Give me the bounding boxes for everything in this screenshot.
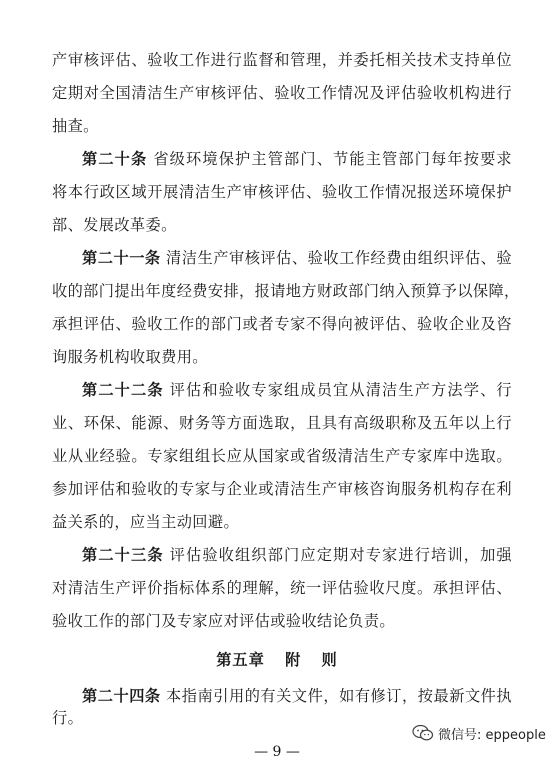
article-22-title: 第二十二条 (82, 381, 164, 399)
article-20-title: 第二十条 (82, 150, 148, 168)
article-21-line-3: 承担评估、验收工作的部门或者专家不得向被评估、验收企业及咨 (52, 315, 512, 333)
article-24-first-line (82, 686, 512, 706)
wechat-icon (412, 724, 434, 742)
article-22-first-line (82, 380, 512, 400)
article-23-text: 评估验收组织部门应定期对专家进行培训，加强 (169, 546, 512, 564)
article-20-text: 省级环境保护主管部门、节能主管部门每年按要求 (153, 150, 512, 168)
article-22-line-3: 业从业经验。专家组组长应从国家或省级清洁生产专家库中选取。 (52, 447, 512, 465)
intro-line-1: 产审核评估、验收工作进行监督和管理，并委托相关技术支持单位 (52, 51, 512, 69)
article-20-line-3: 部、发展改革委。 (52, 216, 177, 234)
page-number: — 9 — (254, 744, 300, 760)
chapter-heading: 第五章 附 则 (216, 651, 338, 669)
watermark-text: 微信号: eppeople (438, 727, 546, 743)
article-22-line-5: 益关系的，应当主动回避。 (52, 513, 240, 531)
article-21-text: 清洁生产审核评估、验收工作经费由组织评估、验 (166, 249, 512, 267)
intro-line-2: 定期对全国清洁生产审核评估、验收工作情况及评估验收机构进行 (52, 84, 512, 102)
article-23-line-2: 对清洁生产评价指标体系的理解，统一评估验收尺度。承担评估、 (52, 579, 512, 597)
article-21-title: 第二十一条 (82, 249, 161, 267)
intro-line-3: 抽查。 (52, 117, 99, 135)
article-22-text: 评估和验收专家组成员宜从清洁生产方法学、行 (169, 381, 512, 399)
article-23-first-line (82, 545, 512, 565)
article-21-line-2: 收的部门提出年度经费安排，报请地方财政部门纳入预算予以保障， (52, 282, 520, 300)
article-22-line-2: 业、环保、能源、财务等方面选取，且具有高级职称及五年以上行 (52, 414, 512, 432)
article-21-first-line (82, 248, 512, 268)
article-24-text: 本指南引用的有关文件，如有修订，按最新文件执 (166, 687, 512, 705)
article-20-line-2: 将本行政区域开展清洁生产审核评估、验收工作情况报送环境保护 (52, 183, 512, 201)
article-21-line-4: 询服务机构收取费用。 (52, 348, 208, 366)
article-22-line-4: 参加评估和验收的专家与企业或清洁生产审核咨询服务机构存在利 (52, 480, 512, 498)
article-24-line-2: 行。 (52, 709, 84, 727)
article-20-first-line (82, 149, 512, 169)
article-24-title: 第二十四条 (82, 687, 161, 705)
wechat-watermark (412, 722, 546, 744)
article-23-line-3: 验收工作的部门及专家应对评估或验收结论负责。 (52, 612, 395, 630)
article-23-title: 第二十三条 (82, 546, 164, 564)
